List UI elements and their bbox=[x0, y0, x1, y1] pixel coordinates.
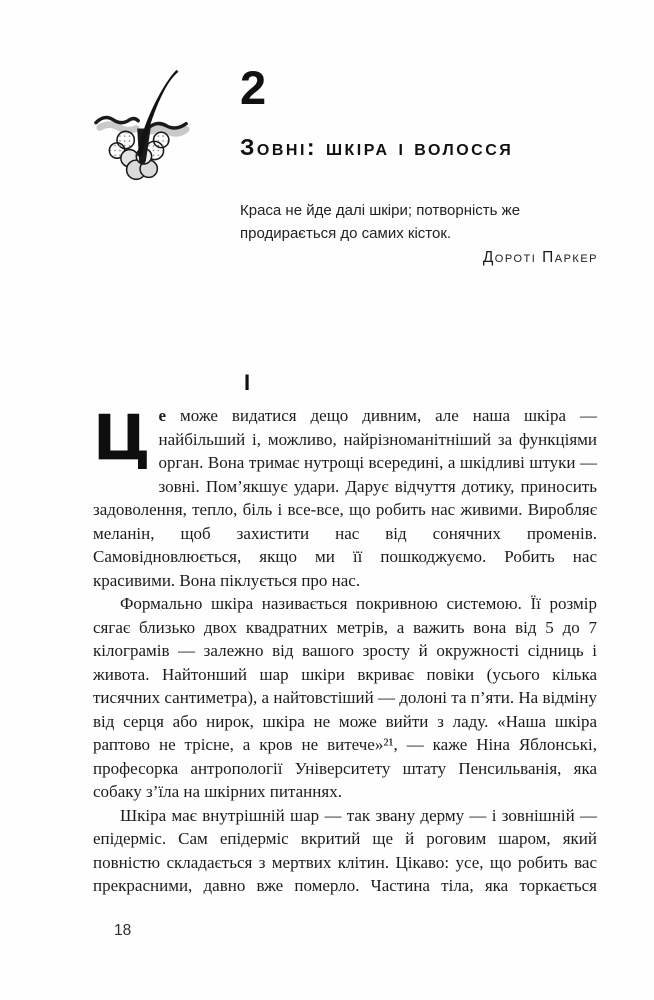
lead-letter: е bbox=[158, 406, 167, 425]
epigraph-text: Краса не йде далі шкіри; потворність же продирається до самих кісток. bbox=[240, 202, 521, 242]
paragraph: Шкіра має внутрішній шар — так звану дерму — і зовнішній — епідерміс. Сам епідерміс вкритий ще й роговим шаром, який повністю складається з мертвих клітин. Цікаво: усе, що робить вас прекрасними, давно вже померло. Частина тіла, яка торкається bbox=[93, 805, 597, 895]
epigraph bbox=[240, 199, 598, 269]
epigraph-author: Дороті Паркер bbox=[482, 249, 598, 266]
chapter-number: 2 bbox=[240, 61, 267, 114]
section-marker: I bbox=[244, 370, 251, 395]
paragraph-first-text: може видатися дещо дивним, але наша шкіра — найбільший і, можливо, найрізноманітніший за функціями орган. Вона тримає нутрощі всередині, а шкідливі штуки — зовні. Пом’якшує удари. Дарує відчуття дотику, приносить задоволення, тепло, біль і все-все, що робить нас живими. Виробляє меланін, щоб захистити нас від сонячних променів. Самовідновлюється, якщо ми її пошкоджуємо. Робить нас красивими. Вона піклується про нас. bbox=[93, 406, 597, 590]
hair-follicle-icon bbox=[94, 66, 190, 188]
paragraph: Формально шкіра називається покривною системою. Її розмір сягає близько двох квадратних метрів, а важить вона від 5 до 7 кілограмів — залежно від вашого зросту й окружності сідниць і живота. Найтонший шар шкіри вкриває повіки (усього кілька тисячних сантиметра), а найтовстіший — долоні та п’яти. На відміну від серця або нирок, шкіра не може вийти з ладу. «Наша шкіра раптово не трісне, а кров не витече»²¹, — каже Ніна Яблонські, професорка антропології Університету штату Пенсильванія, яка собаку з’їла на шкірних питаннях. bbox=[93, 594, 597, 801]
drop-cap: Ц bbox=[93, 401, 151, 474]
body-text bbox=[93, 401, 597, 898]
chapter-title: Зовні: шкіра і волосся bbox=[240, 134, 514, 161]
paragraph-first bbox=[93, 401, 597, 592]
page-number: 18 bbox=[114, 922, 132, 939]
